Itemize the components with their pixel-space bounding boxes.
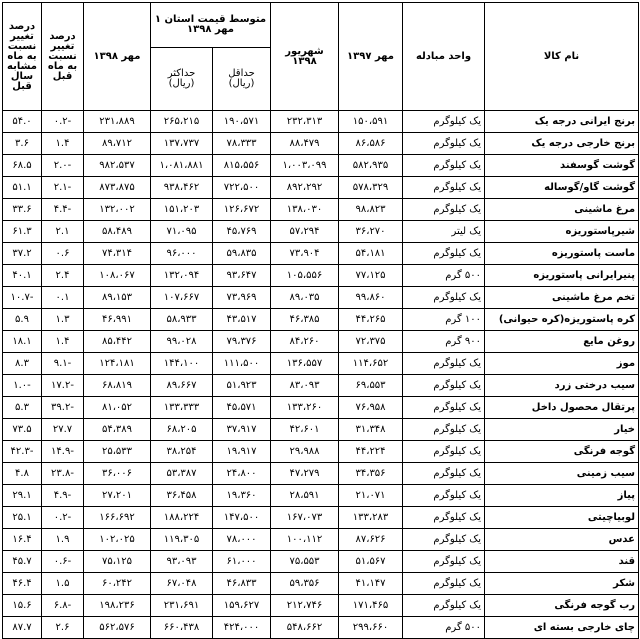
row-mehr97: ۵۸۲،۹۳۵ [339, 155, 403, 177]
row-min: ۱۱۱،۵۰۰ [213, 353, 271, 375]
row-mehr97: ۵۴،۱۸۱ [339, 243, 403, 265]
table-row [3, 265, 639, 287]
row-unit: یک کیلوگرم [403, 463, 485, 485]
header-pct-year: درصد تغییر نسبت به ماه مشابه سال قبل [3, 3, 42, 111]
row-pct-month: ۰.۶ [42, 243, 84, 265]
row-unit: یک کیلوگرم [403, 441, 485, 463]
table-row [3, 617, 639, 639]
row-mehr97: ۱۷۱،۴۶۵ [339, 595, 403, 617]
row-max: ۱۳۷،۷۳۷ [151, 133, 213, 155]
row-shahrivar98: ۸۴،۲۶۰ [271, 331, 339, 353]
row-pct-year: ۱۶.۴ [3, 529, 42, 551]
row-min: ۱۹،۹۱۷ [213, 441, 271, 463]
row-mehr98: ۲۷،۲۰۱ [84, 485, 151, 507]
row-mehr97: ۷۶،۹۵۸ [339, 397, 403, 419]
row-item-name: شیرپاستوریزه [485, 221, 639, 243]
header-shahrivar98: شهریور ۱۳۹۸ [271, 3, 339, 111]
row-max: ۸۹،۶۶۷ [151, 375, 213, 397]
row-min: ۹۳،۶۴۷ [213, 265, 271, 287]
table-row [3, 199, 639, 221]
row-min: ۷۸،۳۳۳ [213, 133, 271, 155]
row-unit: یک کیلوگرم [403, 529, 485, 551]
row-pct-year: ۵۱.۱ [3, 177, 42, 199]
header-max: حداکثر (ریال) [151, 48, 213, 111]
row-min: ۱۲۶،۶۷۲ [213, 199, 271, 221]
header-mehr97: مهر ۱۳۹۷ [339, 3, 403, 111]
header-pct-month: درصد تغییر نسبت به ماه قبل [42, 3, 84, 111]
table-row [3, 287, 639, 309]
row-unit: ۵۰۰ گرم [403, 265, 485, 287]
row-pct-month: -۰.۲ [42, 111, 84, 133]
row-pct-year: ۶۱.۳ [3, 221, 42, 243]
row-mehr97: ۳۴،۳۵۶ [339, 463, 403, 485]
row-min: ۷۹،۳۷۶ [213, 331, 271, 353]
table-row [3, 507, 639, 529]
row-min: ۷۳،۹۶۹ [213, 287, 271, 309]
row-unit: یک کیلوگرم [403, 419, 485, 441]
row-mehr97: ۹۹،۸۶۰ [339, 287, 403, 309]
row-shahrivar98: ۱۳۸،۰۳۰ [271, 199, 339, 221]
table-row [3, 133, 639, 155]
row-mehr98: ۱۹۸،۲۳۶ [84, 595, 151, 617]
row-pct-year: ۵.۹ [3, 309, 42, 331]
row-item-name: سیب زمینی [485, 463, 639, 485]
row-pct-month: -۶.۸ [42, 595, 84, 617]
row-pct-year: ۲۹.۱ [3, 485, 42, 507]
row-max: ۶۶۰،۴۳۸ [151, 617, 213, 639]
row-pct-month: ۱.۹ [42, 529, 84, 551]
row-shahrivar98: ۲۸،۵۹۱ [271, 485, 339, 507]
row-pct-year: ۲۵.۱ [3, 507, 42, 529]
row-pct-month: -۴.۹ [42, 485, 84, 507]
row-unit: یک کیلوگرم [403, 353, 485, 375]
row-mehr98: ۸۷۳،۸۷۵ [84, 177, 151, 199]
row-max: ۱۱۹،۳۰۵ [151, 529, 213, 551]
row-unit: یک لیتر [403, 221, 485, 243]
row-unit: یک کیلوگرم [403, 397, 485, 419]
row-min: ۱۴۷،۵۰۰ [213, 507, 271, 529]
table-row [3, 595, 639, 617]
table-row [3, 243, 639, 265]
row-mehr98: ۸۹،۷۱۲ [84, 133, 151, 155]
row-mehr97: ۶۹،۵۵۳ [339, 375, 403, 397]
row-max: ۱۴۴،۱۰۰ [151, 353, 213, 375]
row-item-name: چای خارجی بسته ای [485, 617, 639, 639]
row-item-name: پیاز [485, 485, 639, 507]
row-max: ۹۹،۰۲۸ [151, 331, 213, 353]
row-pct-year: ۳۷.۲ [3, 243, 42, 265]
row-mehr97: ۵۷۸،۳۲۹ [339, 177, 403, 199]
row-pct-year: ۶۸.۵ [3, 155, 42, 177]
row-min: ۷۸،۰۰۰ [213, 529, 271, 551]
table-row [3, 573, 639, 595]
row-pct-year: ۴۵.۷ [3, 551, 42, 573]
row-unit: یک کیلوگرم [403, 375, 485, 397]
row-shahrivar98: ۲۱۲،۷۴۶ [271, 595, 339, 617]
table-row [3, 309, 639, 331]
row-min: ۳۷،۹۱۷ [213, 419, 271, 441]
row-shahrivar98: ۸۳،۰۹۳ [271, 375, 339, 397]
row-pct-year: -۱.۰ [3, 375, 42, 397]
row-min: ۴۲۴،۰۰۰ [213, 617, 271, 639]
row-pct-year: ۸.۳ [3, 353, 42, 375]
row-shahrivar98: ۵۴۸،۶۶۲ [271, 617, 339, 639]
row-pct-month: -۳۹.۲ [42, 397, 84, 419]
row-shahrivar98: ۱۳۳،۲۶۰ [271, 397, 339, 419]
row-shahrivar98: ۲۹،۹۸۸ [271, 441, 339, 463]
row-mehr97: ۱۵۰،۵۹۱ [339, 111, 403, 133]
row-item-name: سیب درختی زرد [485, 375, 639, 397]
row-max: ۱۳۲،۰۹۴ [151, 265, 213, 287]
row-mehr97: ۲۱،۰۷۱ [339, 485, 403, 507]
table-row [3, 221, 639, 243]
row-pct-month: ۲.۴ [42, 265, 84, 287]
row-shahrivar98: ۲۳۲،۳۱۳ [271, 111, 339, 133]
row-mehr97: ۷۷،۱۲۵ [339, 265, 403, 287]
row-pct-year: ۵.۳ [3, 397, 42, 419]
row-item-name: موز [485, 353, 639, 375]
row-pct-month: ۱.۳ [42, 309, 84, 331]
row-min: ۸۱۵،۵۵۶ [213, 155, 271, 177]
row-mehr97: ۴۴،۲۶۵ [339, 309, 403, 331]
row-item-name: قند [485, 551, 639, 573]
row-unit: یک کیلوگرم [403, 485, 485, 507]
row-unit: یک کیلوگرم [403, 551, 485, 573]
row-max: ۷۱،۰۹۵ [151, 221, 213, 243]
table-row [3, 463, 639, 485]
row-pct-month: -۴.۴ [42, 199, 84, 221]
row-max: ۲۳۱،۶۹۱ [151, 595, 213, 617]
table-row [3, 485, 639, 507]
row-mehr97: ۸۶،۵۸۶ [339, 133, 403, 155]
row-item-name: گوشت گوسفند [485, 155, 639, 177]
row-max: ۱۸۸،۲۲۴ [151, 507, 213, 529]
row-pct-month: ۱.۴ [42, 133, 84, 155]
row-shahrivar98: ۱،۰۰۳،۰۹۹ [271, 155, 339, 177]
header-province-avg: متوسط قیمت استان ۱ مهر ۱۳۹۸ [151, 3, 271, 48]
row-mehr97: ۸۷،۶۲۶ [339, 529, 403, 551]
table-row [3, 177, 639, 199]
row-min: ۴۵،۵۷۱ [213, 397, 271, 419]
row-mehr98: ۵۶۲،۵۷۶ [84, 617, 151, 639]
row-pct-month: -۲.۱ [42, 177, 84, 199]
row-unit: یک کیلوگرم [403, 243, 485, 265]
row-shahrivar98: ۷۵،۵۵۳ [271, 551, 339, 573]
row-item-name: شکر [485, 573, 639, 595]
row-mehr98: ۱۰۲،۰۲۵ [84, 529, 151, 551]
row-mehr98: ۱۶۶،۶۹۲ [84, 507, 151, 529]
row-mehr98: ۸۹،۱۵۳ [84, 287, 151, 309]
row-item-name: برنج ایرانی درجه یک [485, 111, 639, 133]
row-pct-month: ۰.۱ [42, 287, 84, 309]
row-item-name: لوبیاچیتی [485, 507, 639, 529]
row-max: ۶۷،۰۴۸ [151, 573, 213, 595]
row-mehr98: ۸۵،۴۴۲ [84, 331, 151, 353]
row-pct-month: -۰.۶ [42, 551, 84, 573]
row-unit: ۱۰۰ گرم [403, 309, 485, 331]
row-min: ۱۹۰،۵۷۱ [213, 111, 271, 133]
row-min: ۱۹،۳۶۰ [213, 485, 271, 507]
row-item-name: گوشت گاو/گوساله [485, 177, 639, 199]
row-pct-year: ۳۳.۶ [3, 199, 42, 221]
row-item-name: برنج خارجی درجه یک [485, 133, 639, 155]
row-item-name: گوجه فرنگی [485, 441, 639, 463]
header-item: نام کالا [485, 3, 639, 111]
price-table [2, 2, 639, 639]
row-mehr98: ۴۶،۹۹۱ [84, 309, 151, 331]
table-row [3, 441, 639, 463]
row-unit: یک کیلوگرم [403, 287, 485, 309]
row-unit: یک کیلوگرم [403, 573, 485, 595]
row-shahrivar98: ۴۲،۶۰۱ [271, 419, 339, 441]
row-pct-year: ۱۸.۱ [3, 331, 42, 353]
row-pct-year: ۷۳.۵ [3, 419, 42, 441]
row-mehr98: ۸۱،۰۵۲ [84, 397, 151, 419]
row-min: ۴۵،۷۶۹ [213, 221, 271, 243]
row-item-name: عدس [485, 529, 639, 551]
row-unit: یک کیلوگرم [403, 199, 485, 221]
row-mehr97: ۷۲،۳۷۵ [339, 331, 403, 353]
row-mehr98: ۵۸،۴۸۹ [84, 221, 151, 243]
row-shahrivar98: ۷۳،۹۰۴ [271, 243, 339, 265]
row-pct-month: -۱۷.۲ [42, 375, 84, 397]
row-mehr98: ۱۳۲،۰۰۲ [84, 199, 151, 221]
table-row [3, 529, 639, 551]
row-pct-year: ۴.۸ [3, 463, 42, 485]
row-min: ۱۵۹،۶۲۷ [213, 595, 271, 617]
row-min: ۶۱،۰۰۰ [213, 551, 271, 573]
row-item-name: کره پاستوریزه(کره حیوانی) [485, 309, 639, 331]
row-pct-year: ۴۶.۴ [3, 573, 42, 595]
row-mehr97: ۴۴،۲۲۴ [339, 441, 403, 463]
row-pct-month: ۲.۶ [42, 617, 84, 639]
row-max: ۳۶،۴۵۸ [151, 485, 213, 507]
header-mehr98: مهر ۱۳۹۸ [84, 3, 151, 111]
row-pct-year: ۸۷.۷ [3, 617, 42, 639]
row-unit: ۹۰۰ گرم [403, 331, 485, 353]
table-row [3, 353, 639, 375]
row-max: ۱۵۱،۲۰۳ [151, 199, 213, 221]
row-max: ۶۸،۲۰۵ [151, 419, 213, 441]
row-mehr98: ۵۴،۳۸۹ [84, 419, 151, 441]
row-pct-month: -۲۳.۸ [42, 463, 84, 485]
row-mehr98: ۳۶،۰۰۶ [84, 463, 151, 485]
row-pct-month: ۱.۴ [42, 331, 84, 353]
row-mehr98: ۱۰۸،۰۶۷ [84, 265, 151, 287]
row-shahrivar98: ۱۰۰،۱۱۲ [271, 529, 339, 551]
row-item-name: مرغ ماشینی [485, 199, 639, 221]
row-min: ۴۶،۸۳۳ [213, 573, 271, 595]
table-row [3, 551, 639, 573]
row-mehr98: ۹۸۲،۵۳۷ [84, 155, 151, 177]
row-unit: ۵۰۰ گرم [403, 617, 485, 639]
row-shahrivar98: ۱۰۵،۵۵۶ [271, 265, 339, 287]
row-pct-year: -۱۰.۷ [3, 287, 42, 309]
row-pct-year: ۴۰.۱ [3, 265, 42, 287]
header-unit: واحد مبادله [403, 3, 485, 111]
row-mehr97: ۱۱۴،۶۵۲ [339, 353, 403, 375]
row-shahrivar98: ۱۳۶،۵۵۷ [271, 353, 339, 375]
row-pct-year: ۱۵.۶ [3, 595, 42, 617]
row-max: ۱۳۳،۳۳۳ [151, 397, 213, 419]
header-min: حداقل (ریال) [213, 48, 271, 111]
row-min: ۷۲۲،۵۰۰ [213, 177, 271, 199]
row-mehr97: ۲۹۹،۶۶۰ [339, 617, 403, 639]
row-mehr98: ۱۲۴،۱۸۱ [84, 353, 151, 375]
row-pct-month: -۰.۲ [42, 507, 84, 529]
table-row [3, 331, 639, 353]
row-max: ۹۳،۰۹۳ [151, 551, 213, 573]
row-mehr98: ۶۸،۸۱۹ [84, 375, 151, 397]
row-item-name: پنیرایرانی پاستوریزه [485, 265, 639, 287]
row-mehr97: ۵۱،۵۶۷ [339, 551, 403, 573]
row-shahrivar98: ۴۶،۳۸۵ [271, 309, 339, 331]
row-unit: یک کیلوگرم [403, 133, 485, 155]
row-pct-month: ۲.۱ [42, 221, 84, 243]
row-max: ۵۳،۳۸۷ [151, 463, 213, 485]
row-pct-month: -۱۴.۹ [42, 441, 84, 463]
row-item-name: پرتقال محصول داخل [485, 397, 639, 419]
row-unit: یک کیلوگرم [403, 155, 485, 177]
row-min: ۵۹،۸۳۵ [213, 243, 271, 265]
row-max: ۹۳۸،۴۶۲ [151, 177, 213, 199]
row-item-name: ماست پاستوریزه [485, 243, 639, 265]
table-row [3, 375, 639, 397]
row-pct-month: ۱.۵ [42, 573, 84, 595]
table-row [3, 397, 639, 419]
row-item-name: تخم مرغ ماشینی [485, 287, 639, 309]
row-max: ۲۶۵،۲۱۵ [151, 111, 213, 133]
row-mehr97: ۴۱،۱۴۷ [339, 573, 403, 595]
row-mehr97: ۳۶،۲۷۰ [339, 221, 403, 243]
row-mehr97: ۹۸،۸۲۳ [339, 199, 403, 221]
row-shahrivar98: ۱۶۷،۰۷۳ [271, 507, 339, 529]
row-mehr98: ۲۳۱،۸۸۹ [84, 111, 151, 133]
row-shahrivar98: ۸۸،۴۷۹ [271, 133, 339, 155]
row-pct-year: -۴۲.۳ [3, 441, 42, 463]
row-pct-month: -۲.۰ [42, 155, 84, 177]
table-row [3, 111, 639, 133]
row-mehr97: ۳۱،۳۴۸ [339, 419, 403, 441]
row-item-name: رب گوجه فرنگی [485, 595, 639, 617]
row-shahrivar98: ۴۷،۲۷۹ [271, 463, 339, 485]
row-max: ۳۸،۲۵۴ [151, 441, 213, 463]
row-pct-year: ۵۴.۰ [3, 111, 42, 133]
row-shahrivar98: ۵۹،۳۵۶ [271, 573, 339, 595]
row-shahrivar98: ۵۷،۲۹۴ [271, 221, 339, 243]
row-pct-month: -۹.۱ [42, 353, 84, 375]
row-pct-year: ۳.۶ [3, 133, 42, 155]
row-mehr98: ۷۵،۱۲۵ [84, 551, 151, 573]
row-min: ۵۱،۹۲۳ [213, 375, 271, 397]
row-mehr97: ۱۳۳،۲۸۳ [339, 507, 403, 529]
row-min: ۴۳،۵۱۷ [213, 309, 271, 331]
row-mehr98: ۶۰،۲۴۲ [84, 573, 151, 595]
row-mehr98: ۲۵،۵۳۳ [84, 441, 151, 463]
row-unit: یک کیلوگرم [403, 507, 485, 529]
row-unit: یک کیلوگرم [403, 595, 485, 617]
row-mehr98: ۷۴،۳۱۴ [84, 243, 151, 265]
row-max: ۹۶،۰۰۰ [151, 243, 213, 265]
row-max: ۱۰۷،۶۶۷ [151, 287, 213, 309]
row-unit: یک کیلوگرم [403, 177, 485, 199]
table-row [3, 419, 639, 441]
row-unit: یک کیلوگرم [403, 111, 485, 133]
row-pct-month: ۲۷.۷ [42, 419, 84, 441]
row-max: ۵۸،۹۳۳ [151, 309, 213, 331]
table-row [3, 155, 639, 177]
row-shahrivar98: ۸۹۲،۲۹۲ [271, 177, 339, 199]
row-item-name: خیار [485, 419, 639, 441]
row-item-name: روغن مایع [485, 331, 639, 353]
row-min: ۲۴،۸۰۰ [213, 463, 271, 485]
row-max: ۱،۰۸۱،۸۸۱ [151, 155, 213, 177]
row-shahrivar98: ۸۹،۰۳۵ [271, 287, 339, 309]
